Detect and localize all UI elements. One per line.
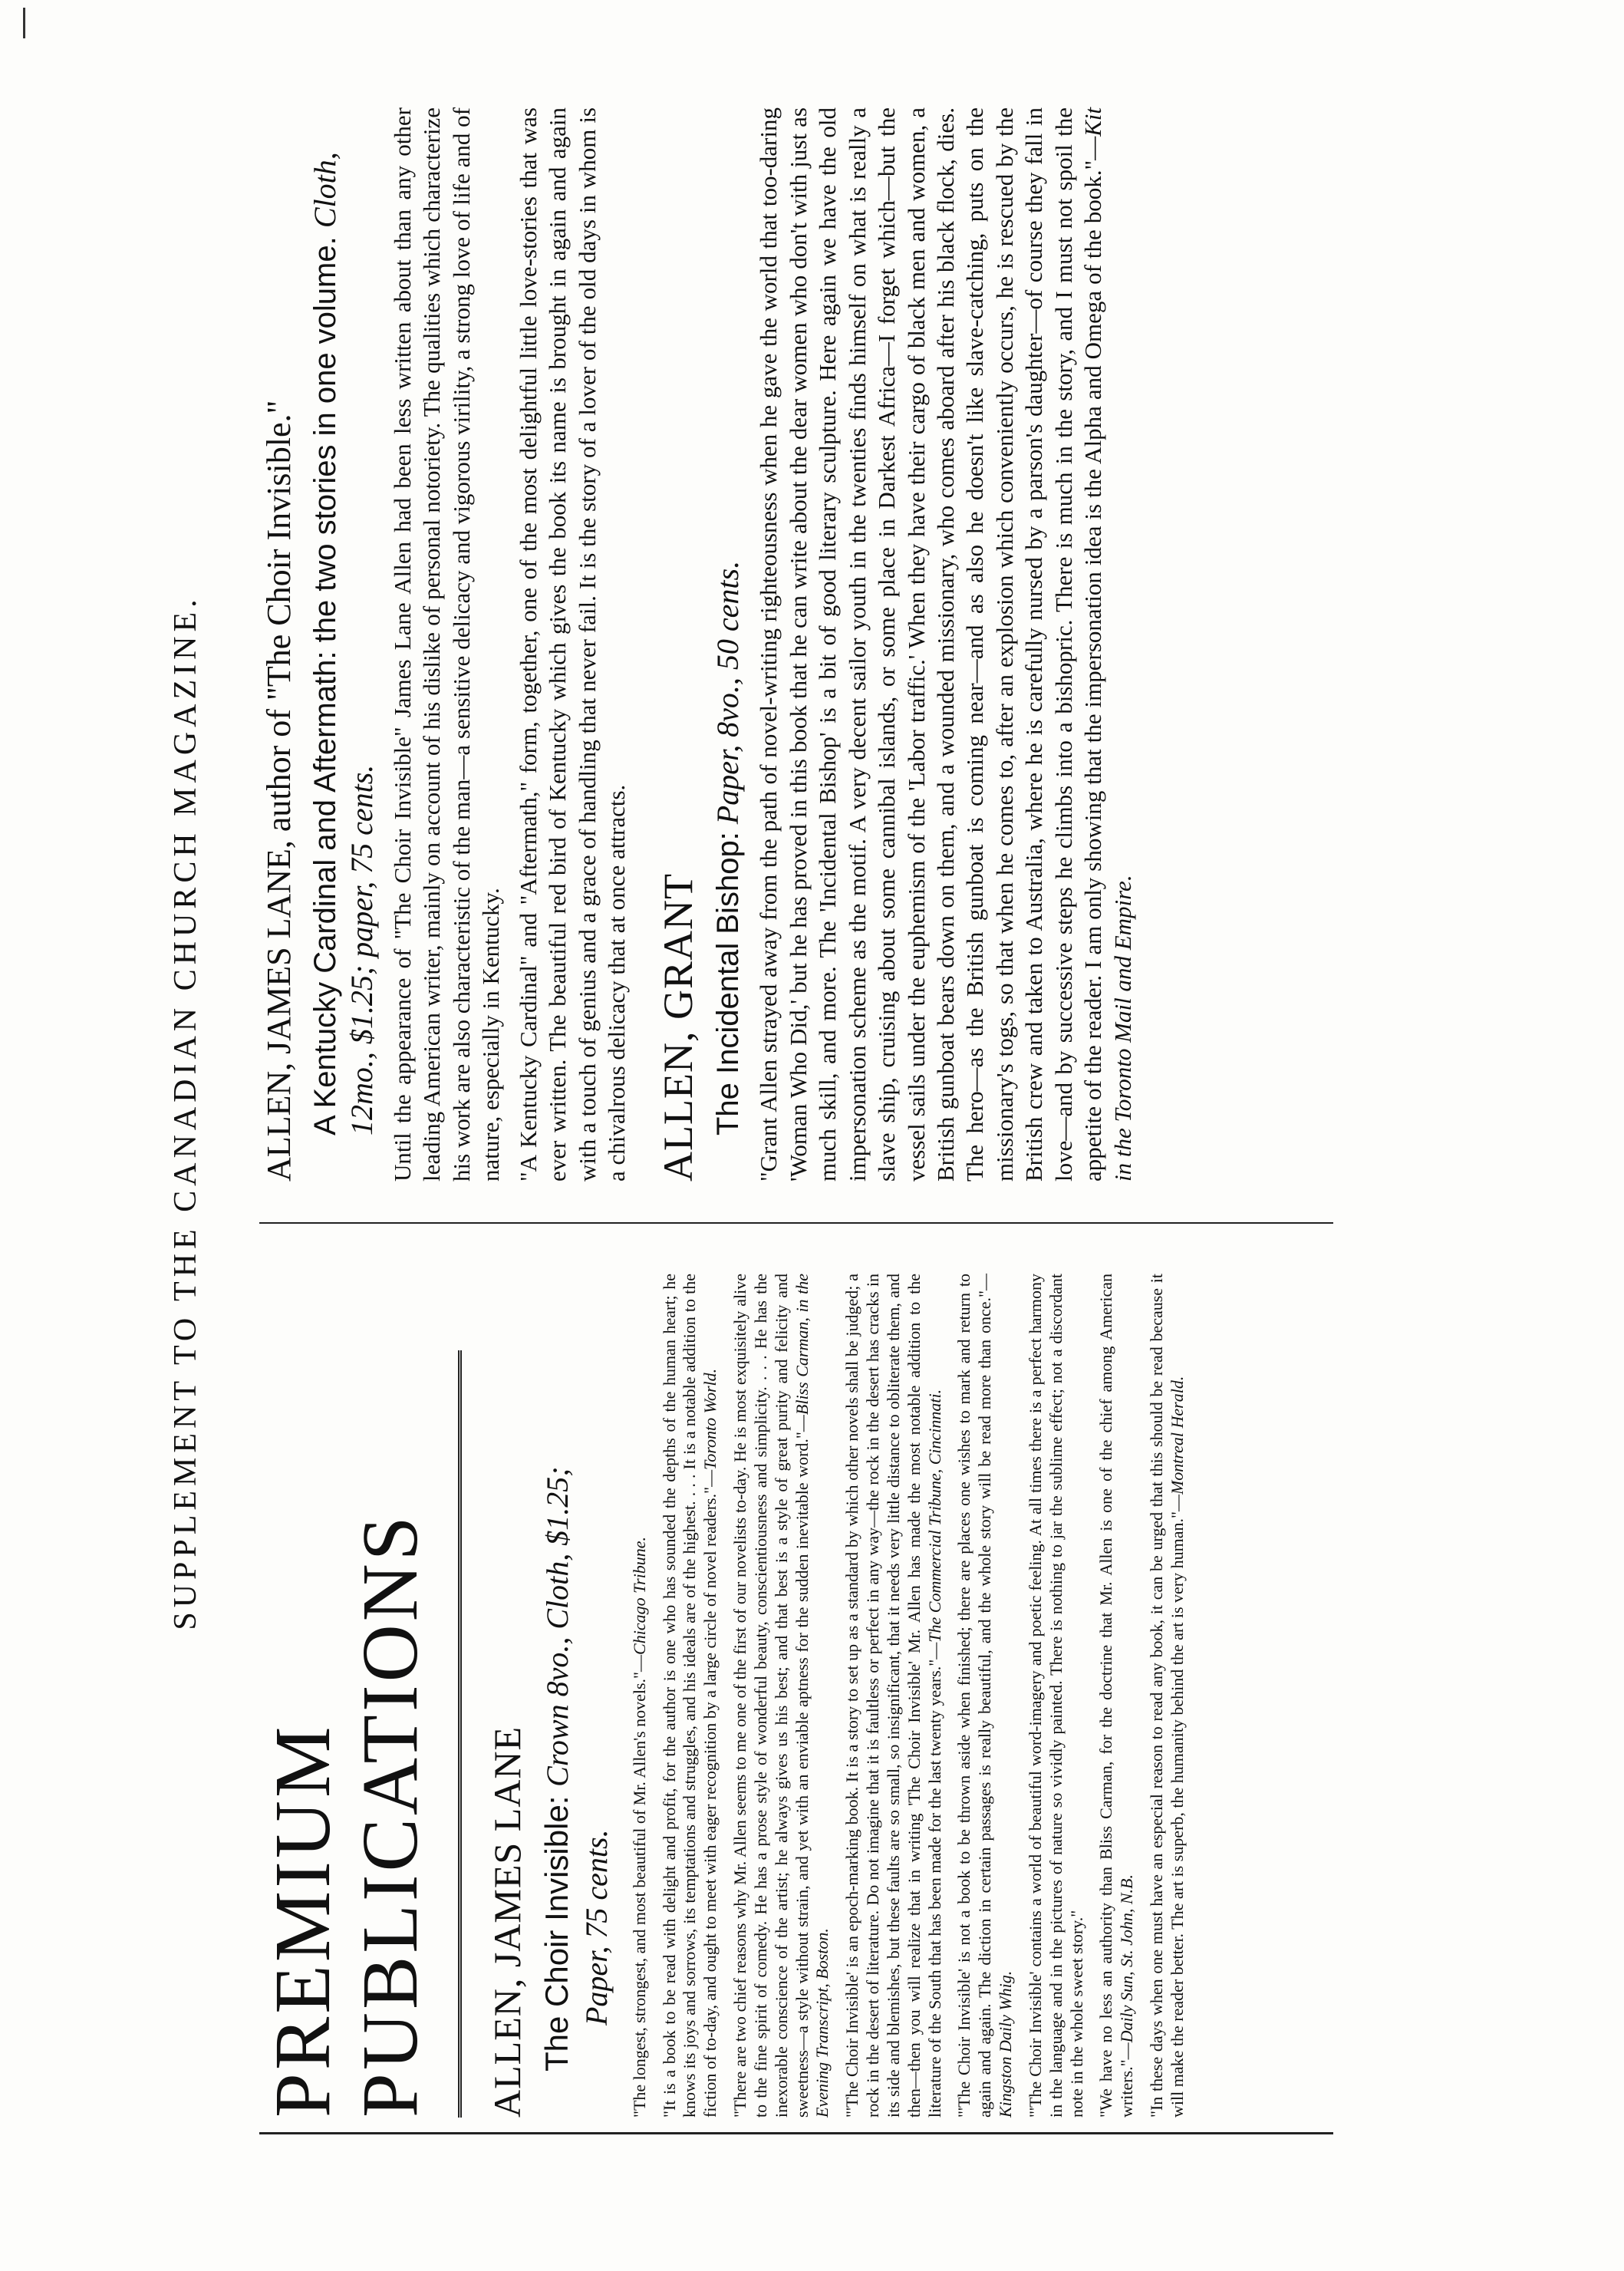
book-price: Cloth, 12mo., $1.25; paper, 75 cents. xyxy=(307,152,379,1136)
review-quote: "'The Choir Invisible' contains a world of beautiful word-imagery and poetic feeling. At all times there is a perfect harmony in the language and in the pictures of nature so vividly painted. There is nothing to jar the sublime effect; not a discordant note in the whole sweet story." xyxy=(1025,1274,1086,2118)
scan-mark xyxy=(23,8,25,38)
book-entry xyxy=(539,1274,575,2072)
description-paragraph: "A Kentucky Cardinal" and "Aftermath," form, together, one of the most delightful little love-stories that was ever written. The beautiful red bird of Kentucky which gives the book its name is brought in again and again with a touch of genius and a grace of handling that never fail. It is the story of a lover of the old days in whom is a chivalrous delicacy that at once attracts. xyxy=(514,107,630,1182)
review-quote: "In these days when one must have an especial reason to read any book, it can be urged that this should be read because it will make the reader better. The art is superb, the humanity behind the art is very human."—Montreal Herald. xyxy=(1147,1274,1187,2118)
book-entry xyxy=(307,107,380,1136)
rotated-page-content xyxy=(160,77,1479,2148)
author-heading: ALLEN, JAMES LANE xyxy=(485,1725,529,2118)
book-price: Crown 8vo., Cloth, $1.25; xyxy=(539,1466,575,1787)
review-quote: "It is a book to be read with delight and profit, for the author is one who has sounded the depths of the human heart; he knows its joys and sorrows, its temptations and struggles, and his ideals are of the highest. . . . It is a notable addition to the fiction of to-day, and ought to meet with eager recognition by a large circle of novel readers."—Toronto World. xyxy=(659,1274,720,2118)
left-column xyxy=(259,1274,1197,2118)
description-paragraph: Until the appearance of "The Choir Invisible" James Lane Allen had been less written about than any other leading American writer, mainly on account of his dislike of personal notoriety. The qualities which characterize his work are also characteristic of the man—a sensitive delicacy and vigorous virility, a strong love of life and of nature, especially in Kentucky. xyxy=(388,107,505,1182)
book-title: The Choir Invisible: xyxy=(538,1795,575,2072)
review-quote: "There are two chief reasons why Mr. Allen seems to me one of the first of our novelists to-day. He is most exquisitely alive to the fine spirit of comedy. He has a prose style of wonderful beauty, conscientiousness and simplicity. . . . He has the inexorable conscience of the artist; he always gives us his best; and that best is a style of great purity and felicity and sweetness—a style without strain, and yet with an enviable aptness for the sudden inevitable word."—Bliss Carman, in the Evening Transcript, Boston. xyxy=(730,1274,832,2118)
review-quote: "'The Choir Invisible' is an epoch-marking book. It is a story to set up as a standard by which other novels shall be judged; a rock in the desert of literature. Do not imagine that it is faultless or perfect in any way—the rock in the desert has cracks in its side and blemishes, but these faults are so small, so insignificant, that it needs very little distance to obliterate them, and then—then you will realize that in writing 'The Choir Invisible' Mr. Allen has made the most notable addition to the literature of the South that has been made for the last twenty years."—The Commercial Tribune, Cincinnati. xyxy=(842,1274,944,2118)
review-quote: "Grant Allen strayed away from the path of novel-writing righteousness when he gave the world that too-daring 'Woman Who Did,' but he has proved in this book that he can write about the dear women who don't with just as much skill, and more. The 'Incidental Bishop' is a bit of good literary sculpture. Here again we have the old impersonation scheme as the motif. A very decent sailor youth in the twenties finds himself on what is really a slave ship, cruising about some cannibal islands, or some place in Darkest Africa—I forget which—but the vessel sails under the euphemism of the 'Labor traffic.' When they have their cargo of black men and women, a British gunboat bears down on them, and a wounded missionary, who comes aboard after his black flock, dies. The hero—as the British gunboat is coming near—and as also he doesn't like slave-catching, puts on the missionary's togs, so that when he comes to, after an explosion which conveniently occurs, he is rescued by the British crew and taken to Australia, where he is carefully nursed by a parson's daughter—of course they fall in love—and by successive steps he climbs into a bishopric. There is much in the story, and I must not spoil the appetite of the reader. I am only showing that the impersonation idea is the Alpha and Omega of the book."—Kit in the Toronto Mail and Empire. xyxy=(755,107,1136,1182)
author-heading: ALLEN, JAMES LANE, author of "The Choir Invisible." xyxy=(260,400,298,1182)
left-border-rule xyxy=(259,2132,1333,2134)
page-header: SUPPLEMENT TO THE CANADIAN CHURCH MAGAZINE. xyxy=(168,595,203,1630)
section-title: PREMIUM PUBLICATIONS xyxy=(259,1513,435,2118)
right-column xyxy=(259,107,1145,1182)
column-divider xyxy=(259,1222,1333,1224)
review-quote: "We have no less an authority than Bliss Carman, for the doctrine that Mr. Allen is one of the chief among American writers."—Daily Sun, St. John, N.B. xyxy=(1096,1274,1137,2118)
author-heading: ALLEN, GRANT xyxy=(655,873,702,1182)
book-entry xyxy=(710,107,746,1136)
book-title: A Kentucky Cardinal and Aftermath: the two stories in one volume. xyxy=(308,236,342,1136)
book-price-paper: Paper, 75 cents. xyxy=(578,1829,614,2025)
review-quote: "The longest, strongest, and most beautiful of Mr. Allen's novels."—Chicago Tribune. xyxy=(629,1536,649,2118)
book-title: The Incidental Bishop: xyxy=(711,832,746,1136)
review-quote: "'The Choir Invisible' is not a book to be thrown aside when finished; there are places one wishes to mark and return to again and again. The diction in certain passages is really beautiful, and the whole story will be read more than once."—Kingston Daily Whig. xyxy=(954,1274,1016,2118)
book-price: Paper, 8vo., 50 cents. xyxy=(710,560,746,825)
title-rule xyxy=(458,1350,462,2118)
